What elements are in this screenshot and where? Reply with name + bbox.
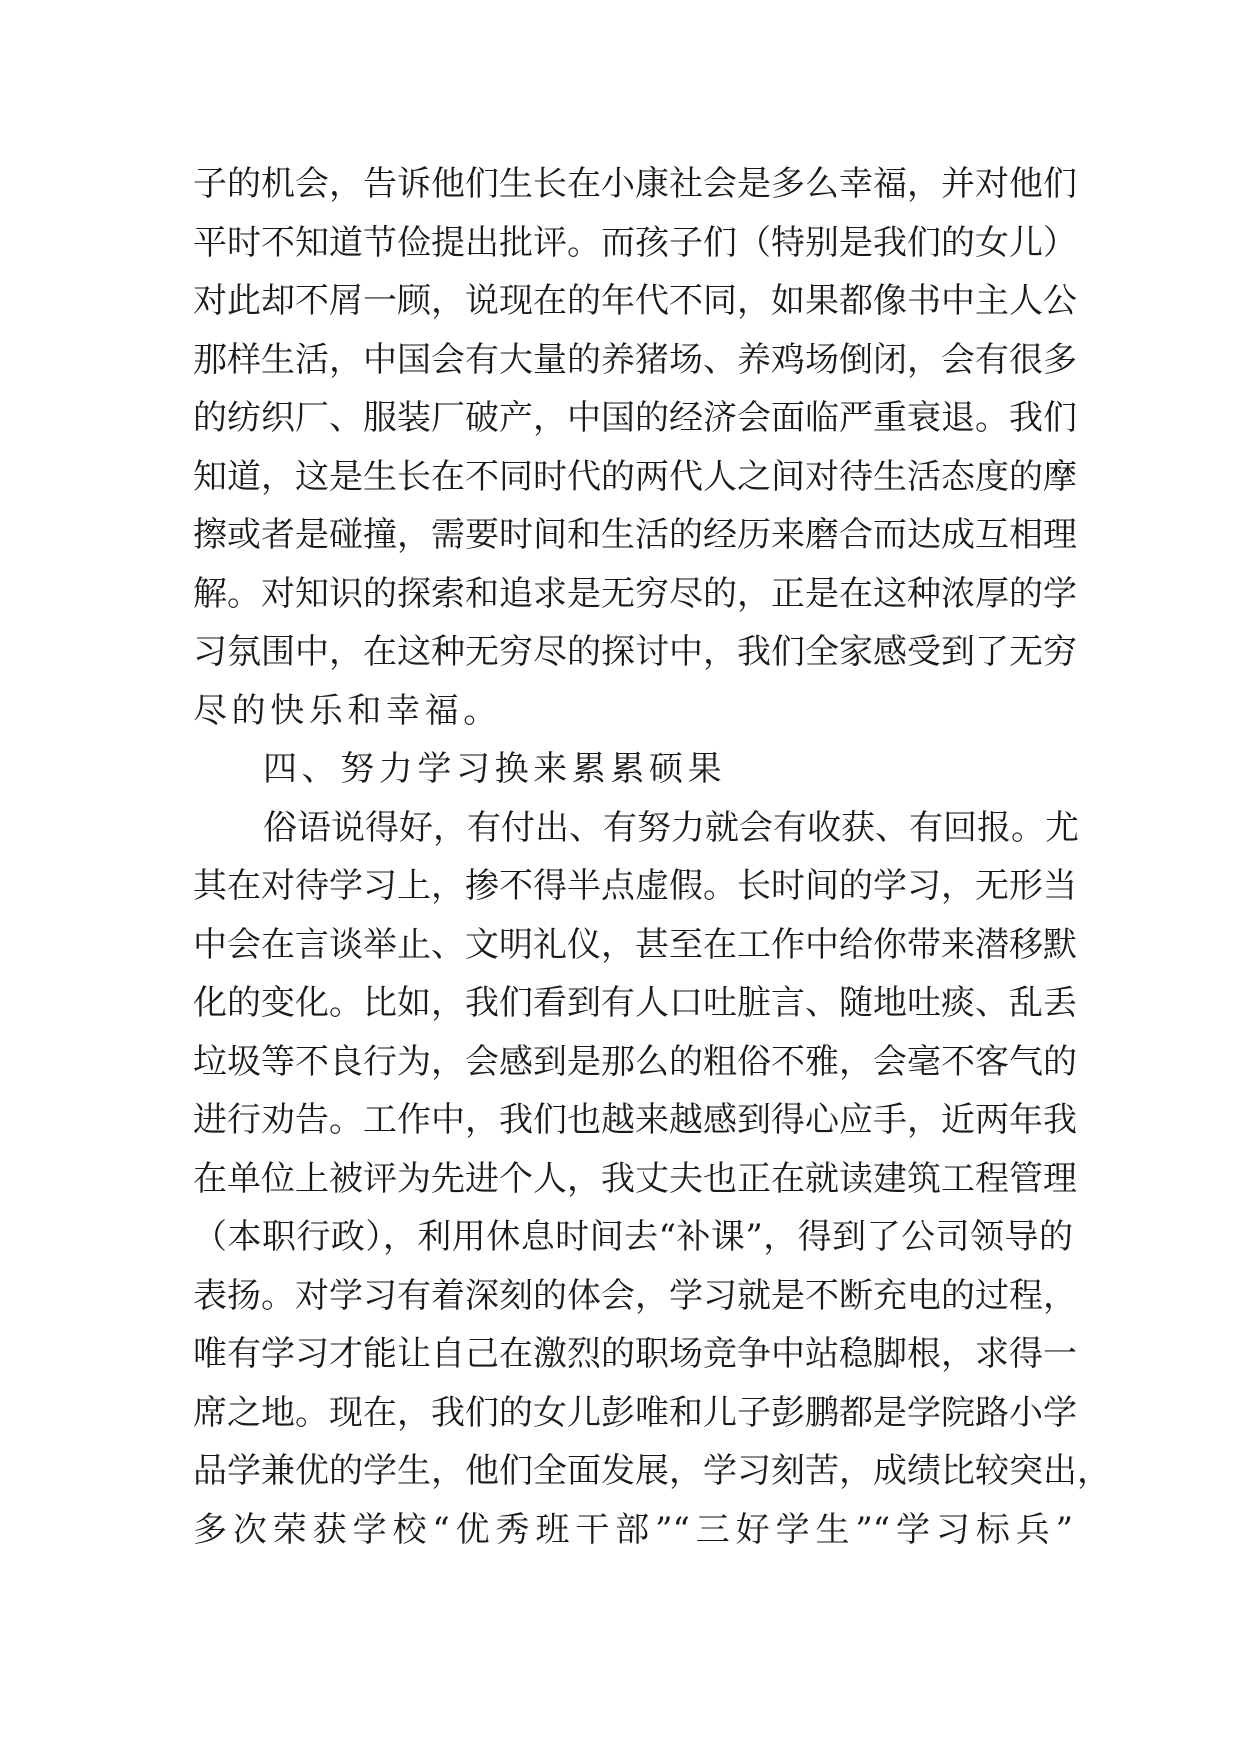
text-line: 解。对知识的探索和追求是无穷尽的，正是在这种浓厚的学 <box>193 573 1077 614</box>
section-heading: 四、努力学习换来累累硕果 <box>263 749 727 789</box>
text-line: 尽的快乐和幸福。 <box>193 690 502 731</box>
text-line: 进行劝告。工作中，我们也越来越感到得心应手，近两年我 <box>193 1100 1077 1140</box>
body-text <box>193 155 1111 1559</box>
text-line: 品学兼优的学生，他们全面发展，学习刻苦，成绩比较突出， <box>193 1451 1111 1491</box>
text-line: 表扬。对学习有着深刻的体会，学习就是不断充电的过程， <box>193 1275 1077 1316</box>
text-line: 知道，这是生长在不同时代的两代人之间对待生活态度的摩 <box>193 456 1077 497</box>
text-line: 平时不知道节俭提出批评。而孩子们（特别是我们的女儿） <box>193 222 1077 263</box>
text-line: 对此却不屑一顾，说现在的年代不同，如果都像书中主人公 <box>193 281 1077 321</box>
text-line: 子的机会，告诉他们生长在小康社会是多么幸福，并对他们 <box>193 164 1077 204</box>
text-line: 那样生活，中国会有大量的养猪场、养鸡场倒闭，会有很多 <box>193 339 1077 380</box>
text-line: 多次荣获学校“优秀班干部”“三好学生”“学习标兵” <box>193 1509 1073 1550</box>
text-line: 化的变化。比如，我们看到有人口吐脏言、随地吐痰、乱丢 <box>193 983 1077 1023</box>
text-line: 俗语说得好，有付出、有努力就会有收获、有回报。尤 <box>263 807 1079 848</box>
text-line: 在单位上被评为先进个人，我丈夫也正在就读建筑工程管理 <box>193 1158 1077 1199</box>
text-line: 的纺织厂、服装厂破产，中国的经济会面临严重衰退。我们 <box>193 398 1077 438</box>
text-line: 擦或者是碰撞，需要时间和生活的经历来磨合而达成互相理 <box>193 515 1077 555</box>
text-line: 唯有学习才能让自己在激烈的职场竞争中站稳脚根，求得一 <box>193 1334 1077 1374</box>
text-line: （本职行政），利用休息时间去“补课”，得到了公司领导的 <box>193 1217 1073 1257</box>
text-line: 其在对待学习上，掺不得半点虚假。长时间的学习，无形当 <box>193 866 1077 906</box>
text-line: 席之地。现在，我们的女儿彭唯和儿子彭鹏都是学院路小学 <box>193 1392 1077 1433</box>
text-line: 垃圾等不良行为，会感到是那么的粗俗不雅，会毫不客气的 <box>193 1041 1077 1082</box>
text-line: 习氛围中，在这种无穷尽的探讨中，我们全家感受到了无穷 <box>193 632 1077 672</box>
text-line: 中会在言谈举止、文明礼仪，甚至在工作中给你带来潜移默 <box>193 924 1077 965</box>
